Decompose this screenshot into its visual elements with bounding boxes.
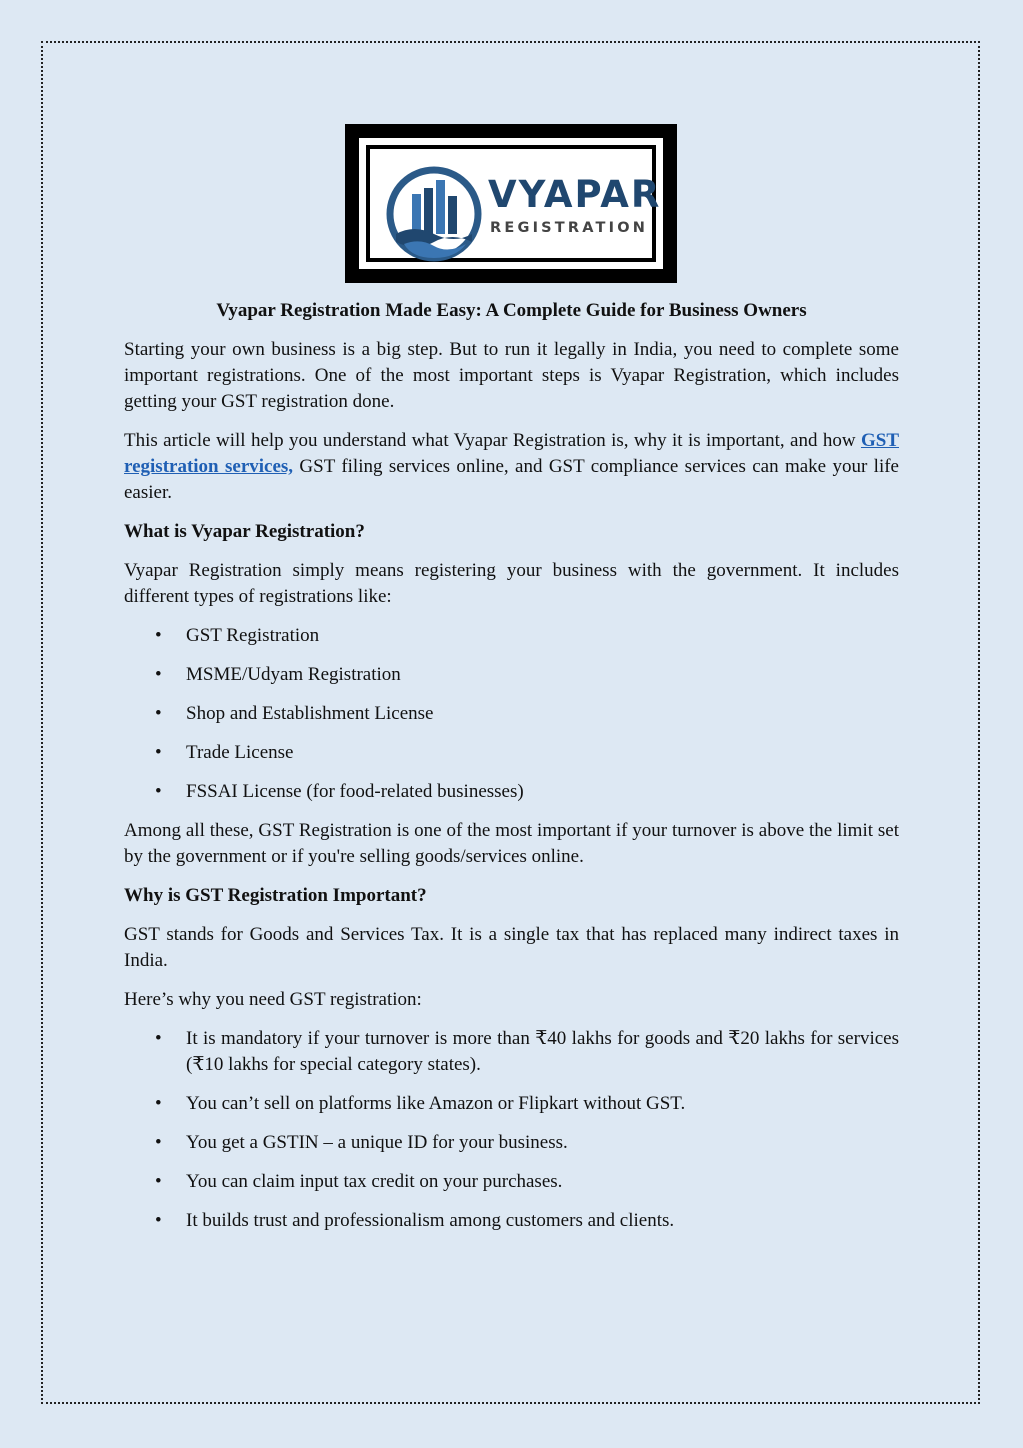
bullet-icon: •: [155, 664, 162, 685]
bullet-icon: •: [155, 1028, 162, 1049]
intro-p2-text-after: GST filing services online, and GST compliance services can make your life easier.: [124, 456, 899, 503]
registration-types-list: [124, 623, 899, 805]
building-chart-icon: [386, 166, 482, 262]
bullet-icon: •: [155, 781, 162, 802]
list-item: • GST Registration: [124, 623, 899, 649]
list-item: • Shop and Establishment License: [124, 701, 899, 727]
list-item: • MSME/Udyam Registration: [124, 662, 899, 688]
intro-paragraph-2: [124, 428, 899, 506]
article-body: [124, 300, 899, 1247]
bullet-icon: •: [155, 1210, 162, 1231]
gst-registration-services-link[interactable]: GST registration services,: [124, 430, 899, 477]
list-item: • Trade License: [124, 740, 899, 766]
intro-p2-text-before: This article will help you understand what Vyapar Registration is, why it is important, and how: [124, 430, 861, 451]
intro-paragraph-1: Starting your own business is a big step. But to run it legally in India, you need to complete some important registrations. One of the most important steps is Vyapar Registration, which includes getting your GST registration done.: [124, 339, 899, 412]
bullet-icon: •: [155, 1132, 162, 1153]
section1-heading: What is Vyapar Registration?: [124, 521, 365, 542]
list-item: • You can’t sell on platforms like Amazon or Flipkart without GST.: [124, 1091, 899, 1117]
list-item: • It is mandatory if your turnover is more than ₹40 lakhs for goods and ₹20 lakhs for services (₹10 lakhs for special category states).: [155, 1028, 899, 1075]
bullet-icon: •: [155, 1093, 162, 1114]
list-item: • You can claim input tax credit on your purchases.: [124, 1169, 899, 1195]
section2-heading: Why is GST Registration Important?: [124, 885, 427, 906]
article-title: Vyapar Registration Made Easy: A Complete Guide for Business Owners: [216, 300, 807, 321]
bullet-icon: •: [155, 1171, 162, 1192]
section1-paragraph-2: Among all these, GST Registration is one of the most important if your turnover is above the limit set by the government or if you're selling goods/services online.: [124, 820, 899, 867]
gst-reasons-list: [124, 1026, 899, 1234]
list-item: • You get a GSTIN – a unique ID for your business.: [124, 1130, 899, 1156]
logo-word-registration: REGISTRATION: [490, 220, 649, 236]
list-item: • It builds trust and professionalism among customers and clients.: [124, 1208, 899, 1234]
section2-paragraph-1: GST stands for Goods and Services Tax. It is a single tax that has replaced many indirect taxes in India.: [124, 924, 899, 971]
bullet-icon: •: [155, 742, 162, 763]
list-item: • FSSAI License (for food-related businesses): [124, 779, 899, 805]
section2-paragraph-2: Here’s why you need GST registration:: [124, 989, 422, 1010]
bullet-icon: •: [155, 703, 162, 724]
vyapar-logo: [345, 124, 677, 283]
bullet-icon: •: [155, 625, 162, 646]
logo-word-vyapar: VYAPAR: [488, 173, 662, 216]
section1-paragraph-1: Vyapar Registration simply means registering your business with the government. It includes different types of registrations like:: [124, 560, 899, 607]
